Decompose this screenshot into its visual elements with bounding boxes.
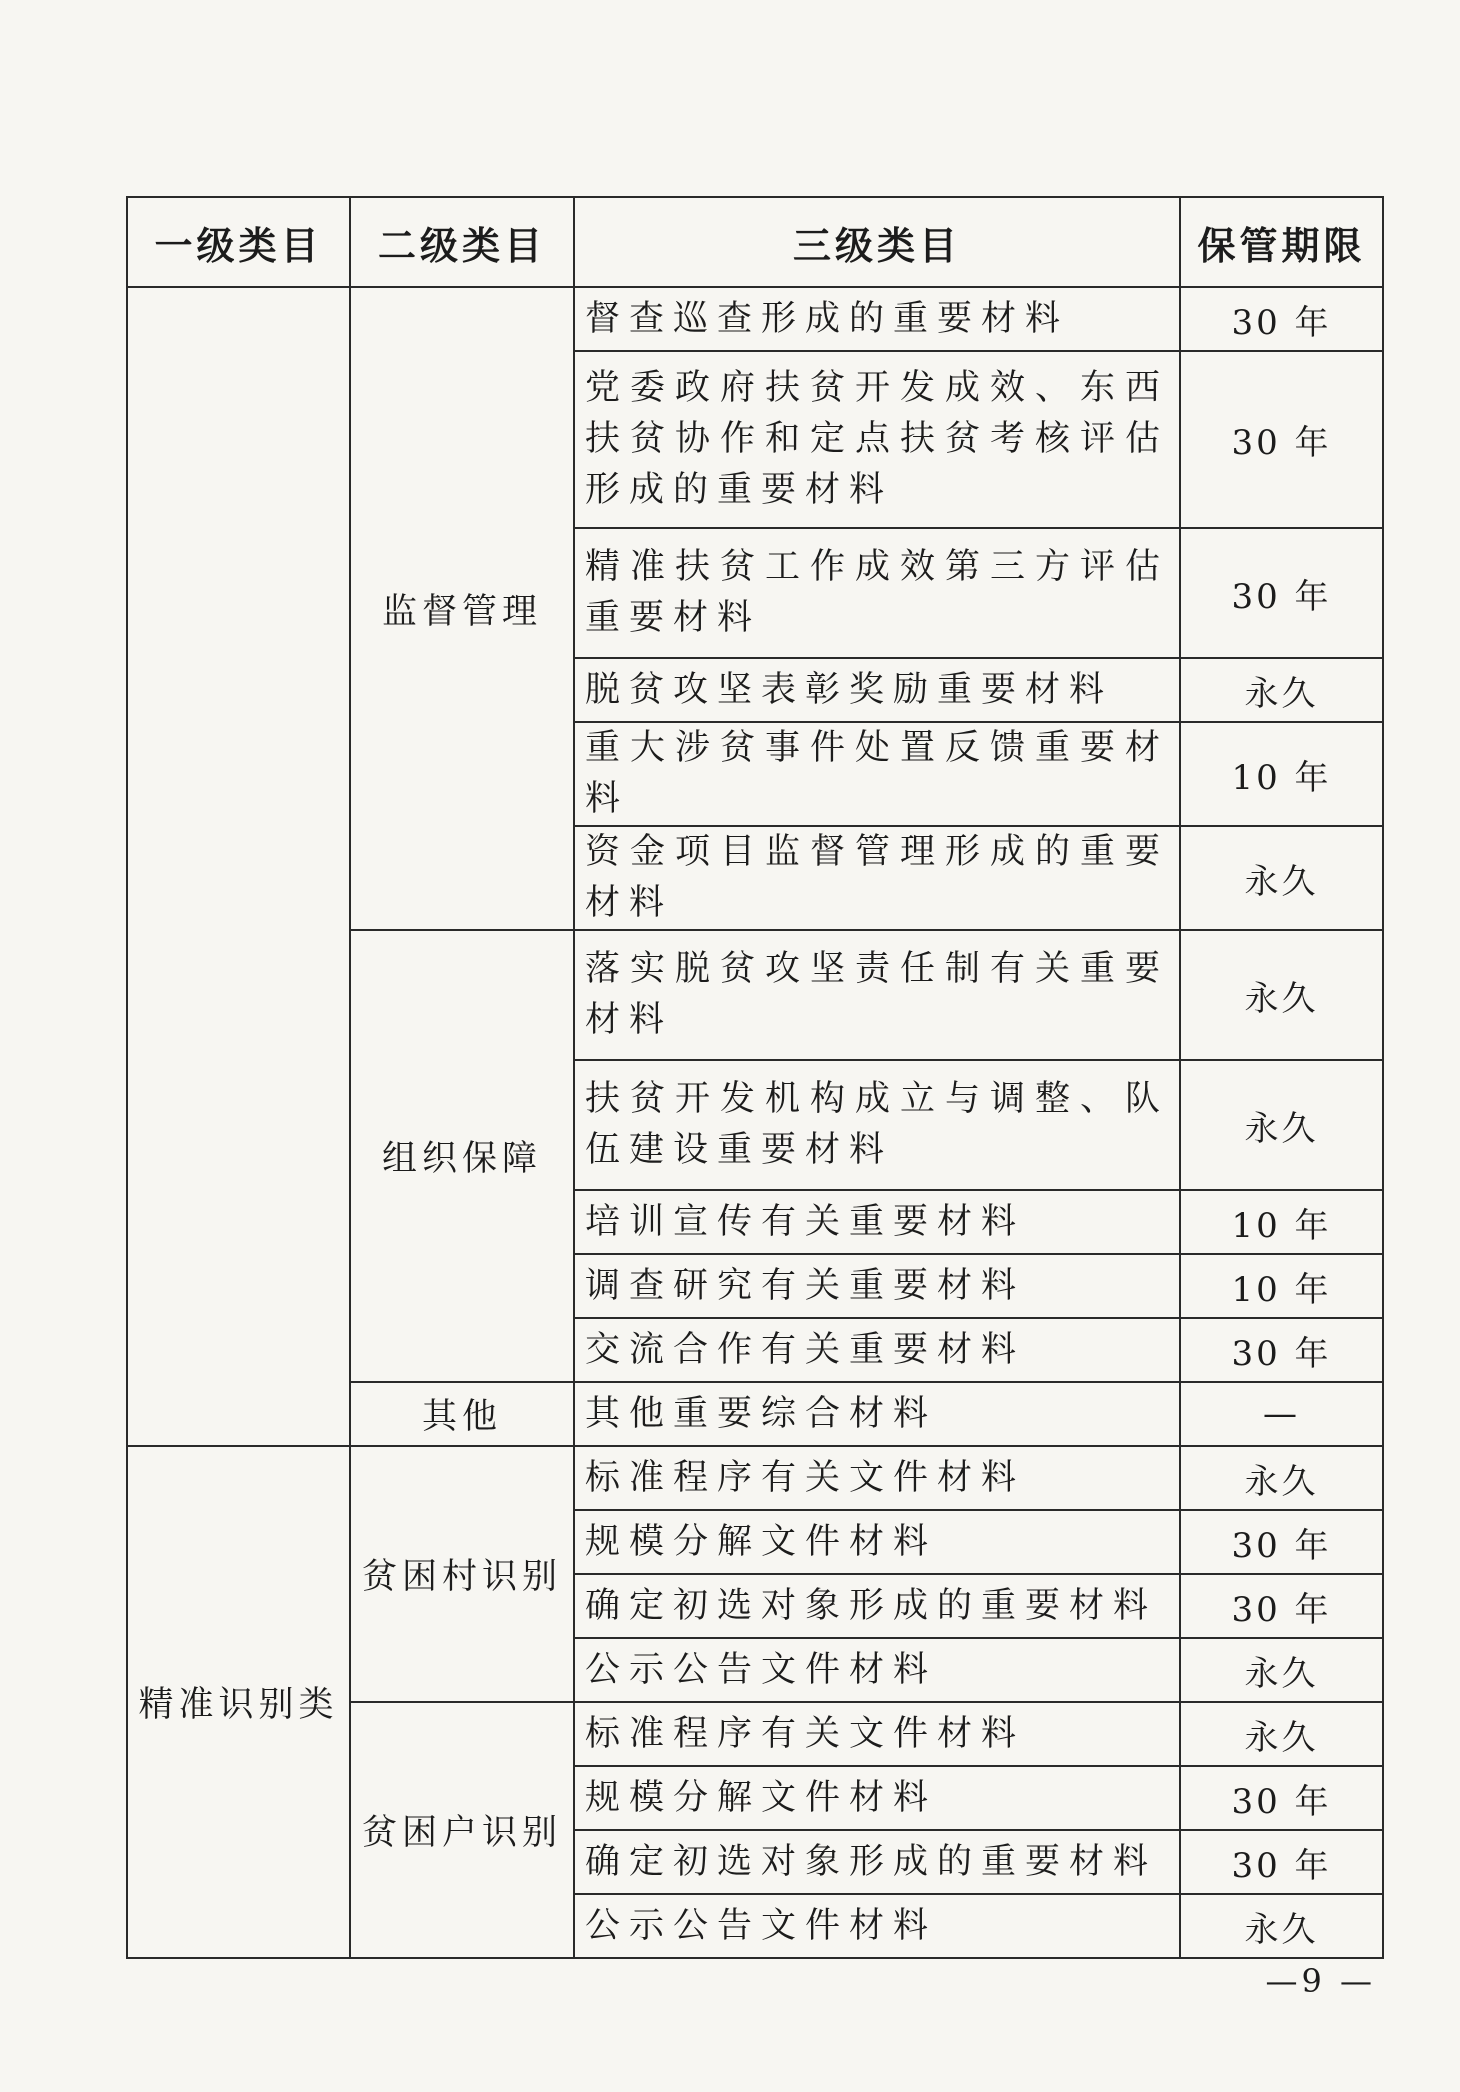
level3-cell: 党委政府扶贫开发成效、东西扶贫协作和定点扶贫考核评估形成的重要材料 [574, 351, 1180, 528]
level3-cell: 规模分解文件材料 [574, 1766, 1180, 1830]
retention-cell: 30 年 [1180, 1318, 1383, 1382]
retention-cell: 永久 [1180, 1446, 1383, 1510]
retention-cell: 永久 [1180, 658, 1383, 722]
level1-cell: 精准识别类 [127, 1446, 350, 1958]
level2-cell: 监督管理 [350, 287, 574, 930]
header-retention: 保管期限 [1180, 197, 1383, 287]
retention-cell: 永久 [1180, 1702, 1383, 1766]
level3-cell: 督查巡查形成的重要材料 [574, 287, 1180, 351]
retention-cell: 30 年 [1180, 287, 1383, 351]
level3-cell: 调查研究有关重要材料 [574, 1254, 1180, 1318]
level2-cell: 其他 [350, 1382, 574, 1446]
retention-cell: 永久 [1180, 1060, 1383, 1190]
retention-cell: 30 年 [1180, 1510, 1383, 1574]
retention-cell: 永久 [1180, 826, 1383, 930]
level3-cell: 扶贫开发机构成立与调整、队伍建设重要材料 [574, 1060, 1180, 1190]
retention-cell: 30 年 [1180, 1574, 1383, 1638]
header-level1: 一级类目 [127, 197, 350, 287]
retention-cell: 永久 [1180, 1638, 1383, 1702]
level3-cell: 公示公告文件材料 [574, 1638, 1180, 1702]
table-row [127, 287, 1383, 351]
level3-cell: 确定初选对象形成的重要材料 [574, 1830, 1180, 1894]
retention-cell: 10 年 [1180, 1254, 1383, 1318]
level3-cell: 培训宣传有关重要材料 [574, 1190, 1180, 1254]
retention-cell: 永久 [1180, 930, 1383, 1060]
level3-cell: 交流合作有关重要材料 [574, 1318, 1180, 1382]
level3-cell: 落实脱贫攻坚责任制有关重要材料 [574, 930, 1180, 1060]
retention-cell: 30 年 [1180, 528, 1383, 658]
retention-cell: 30 年 [1180, 1830, 1383, 1894]
level3-cell: 规模分解文件材料 [574, 1510, 1180, 1574]
level3-cell: 其他重要综合材料 [574, 1382, 1180, 1446]
archive-retention-table [126, 196, 1384, 1959]
level3-cell: 脱贫攻坚表彰奖励重要材料 [574, 658, 1180, 722]
header-level3: 三级类目 [574, 197, 1180, 287]
retention-cell: — [1180, 1382, 1383, 1446]
level2-cell: 贫困村识别 [350, 1446, 574, 1702]
level3-cell: 标准程序有关文件材料 [574, 1446, 1180, 1510]
retention-cell: 10 年 [1180, 722, 1383, 826]
level2-cell: 组织保障 [350, 930, 574, 1382]
retention-cell: 30 年 [1180, 1766, 1383, 1830]
level3-cell: 公示公告文件材料 [574, 1894, 1180, 1958]
level3-cell: 标准程序有关文件材料 [574, 1702, 1180, 1766]
level3-cell: 确定初选对象形成的重要材料 [574, 1574, 1180, 1638]
header-level2: 二级类目 [350, 197, 574, 287]
page-number: —9 — [1265, 1962, 1376, 2000]
level2-cell: 贫困户识别 [350, 1702, 574, 1958]
table-row [127, 1446, 1383, 1510]
level3-cell: 资金项目监督管理形成的重要材料 [574, 826, 1180, 930]
level1-cell-continued [127, 287, 350, 1446]
level3-cell: 重大涉贫事件处置反馈重要材料 [574, 722, 1180, 826]
retention-cell: 永久 [1180, 1894, 1383, 1958]
retention-cell: 30 年 [1180, 351, 1383, 528]
table-header-row [127, 197, 1383, 287]
level3-cell: 精准扶贫工作成效第三方评估重要材料 [574, 528, 1180, 658]
retention-cell: 10 年 [1180, 1190, 1383, 1254]
